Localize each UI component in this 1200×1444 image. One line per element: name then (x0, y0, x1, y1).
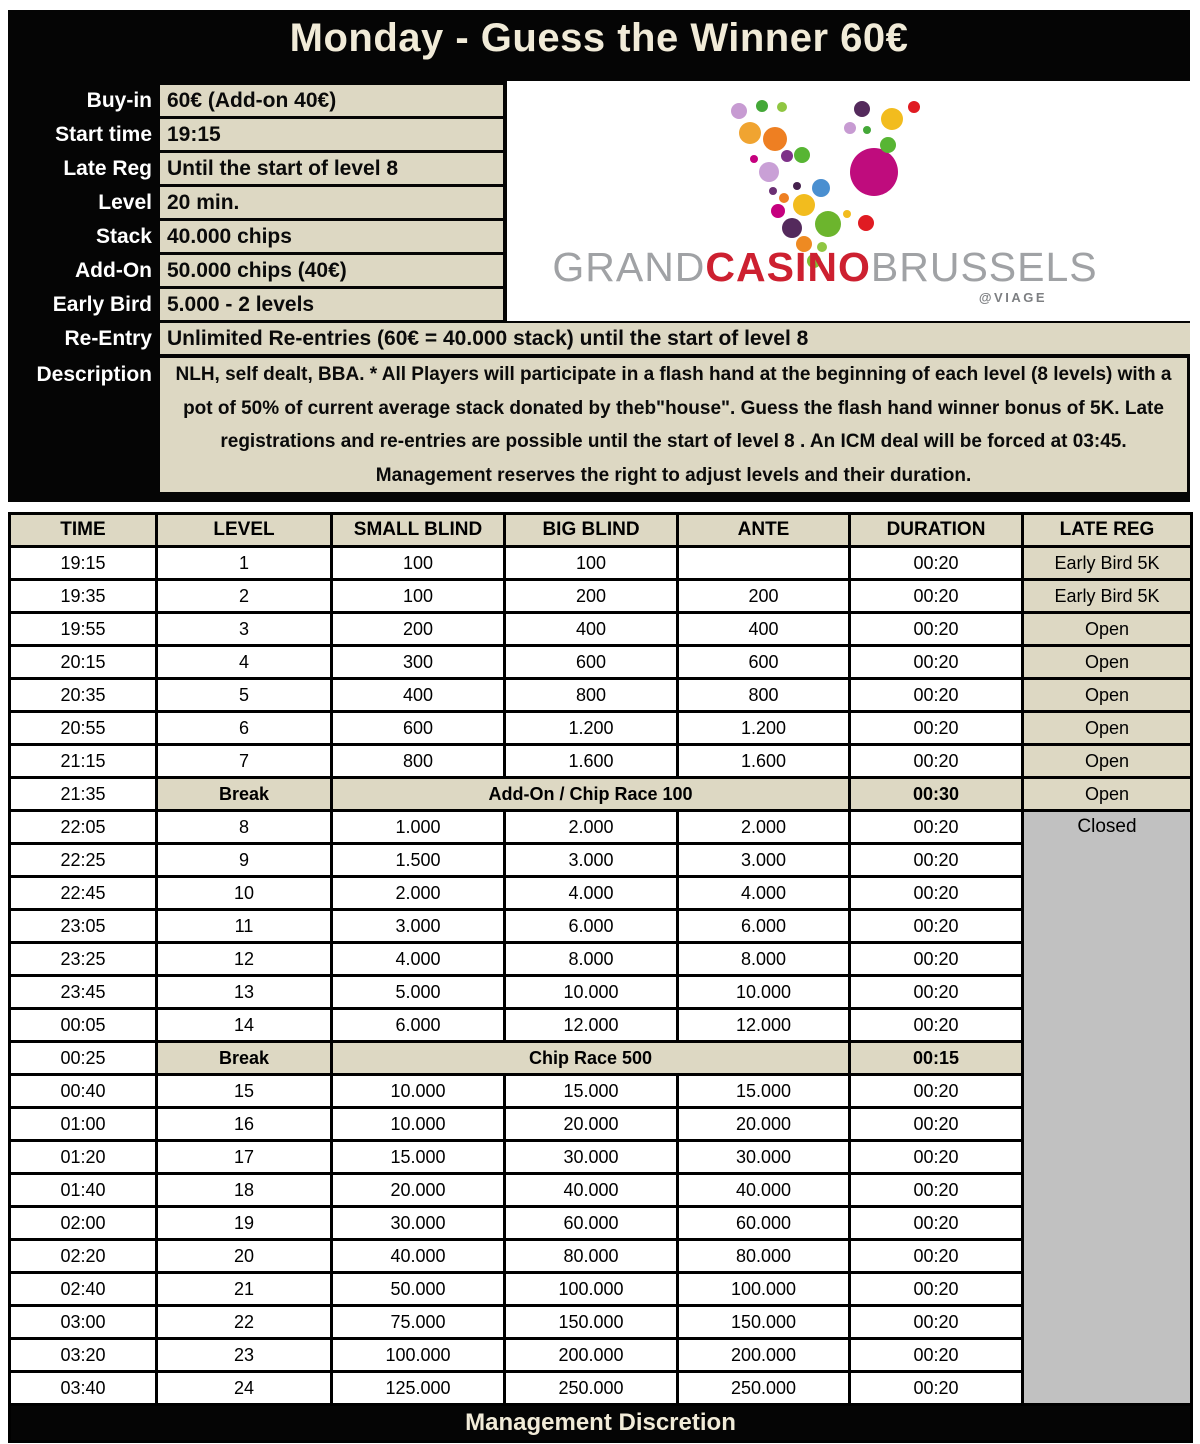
ante-cell: 8.000 (678, 943, 850, 976)
big-blind-cell: 250.000 (505, 1372, 678, 1405)
col-header-level: LEVEL (157, 514, 332, 547)
col-header-late-reg: LATE REG (1023, 514, 1192, 547)
info-row-description (8, 358, 1190, 492)
duration-cell: 00:20 (850, 712, 1023, 745)
ante-cell: 400 (678, 613, 850, 646)
time-cell: 21:15 (10, 745, 157, 778)
addon-label: Add-On (75, 259, 152, 282)
ante-cell: 12.000 (678, 1009, 850, 1042)
description-value: NLH, self dealt, BBA. * All Players will participate in a flash hand at the beginning of each level (8 levels) with a pot of 50% of current average stack donated by theb"house". Guess the flash hand winner bonus of 5K. Late registrations and re-entries are possible until the start of level 8 . An ICM deal will be forced at 03:45. Management reserves the right to adjust levels and their duration. (160, 358, 1187, 492)
big-blind-cell: 30.000 (505, 1141, 678, 1174)
time-cell: 00:25 (10, 1042, 157, 1075)
level-row (10, 613, 1192, 646)
level-row (10, 745, 1192, 778)
level-row (10, 1108, 1192, 1141)
level-cell: 3 (157, 613, 332, 646)
ante-cell: 4.000 (678, 877, 850, 910)
level-cell: 16 (157, 1108, 332, 1141)
time-cell: 19:15 (10, 547, 157, 580)
duration-cell: 00:20 (850, 745, 1023, 778)
level-row (10, 1141, 1192, 1174)
big-blind-cell: 200.000 (505, 1339, 678, 1372)
big-blind-cell: 2.000 (505, 811, 678, 844)
ante-cell: 800 (678, 679, 850, 712)
level-cell: 4 (157, 646, 332, 679)
level-cell: 9 (157, 844, 332, 877)
small-blind-cell: 10.000 (332, 1108, 505, 1141)
time-cell: 19:55 (10, 613, 157, 646)
level-value: 20 min. (160, 187, 503, 218)
duration-cell: 00:20 (850, 1207, 1023, 1240)
level-row (10, 580, 1192, 613)
casino-tagline: @VIAGE (978, 290, 1047, 305)
stack-label: Stack (95, 225, 152, 248)
level-row (10, 1306, 1192, 1339)
small-blind-cell: 100 (332, 580, 505, 613)
ante-cell: 1.200 (678, 712, 850, 745)
level-cell: 24 (157, 1372, 332, 1405)
time-cell: 23:45 (10, 976, 157, 1009)
level-cell: 20 (157, 1240, 332, 1273)
level-cell: 13 (157, 976, 332, 1009)
time-cell: 22:45 (10, 877, 157, 910)
big-blind-cell: 40.000 (505, 1174, 678, 1207)
big-blind-cell: 80.000 (505, 1240, 678, 1273)
time-cell: 20:55 (10, 712, 157, 745)
level-cell: 14 (157, 1009, 332, 1042)
big-blind-cell: 1.600 (505, 745, 678, 778)
big-blind-cell: 600 (505, 646, 678, 679)
late-reg-cell: Open (1023, 778, 1192, 811)
footer-row (10, 1405, 1192, 1442)
ante-cell: 250.000 (678, 1372, 850, 1405)
break-activity-cell: Add-On / Chip Race 100 (332, 778, 850, 811)
level-cell: 1 (157, 547, 332, 580)
level-row (10, 1009, 1192, 1042)
level-cell: 23 (157, 1339, 332, 1372)
ante-cell: 20.000 (678, 1108, 850, 1141)
stack-value: 40.000 chips (160, 221, 503, 252)
level-row (10, 679, 1192, 712)
duration-cell: 00:20 (850, 844, 1023, 877)
big-blind-cell: 100 (505, 547, 678, 580)
level-row (10, 877, 1192, 910)
big-blind-cell: 10.000 (505, 976, 678, 1009)
addon-value: 50.000 chips (40€) (160, 255, 503, 286)
break-row (10, 778, 1192, 811)
ante-cell: 80.000 (678, 1240, 850, 1273)
schedule-body (10, 547, 1192, 1405)
time-cell: 23:05 (10, 910, 157, 943)
time-cell: 22:05 (10, 811, 157, 844)
level-cell: 2 (157, 580, 332, 613)
small-blind-cell: 1.500 (332, 844, 505, 877)
late-reg-cell: Open (1023, 745, 1192, 778)
page-title: Monday - Guess the Winner 60€ (289, 16, 909, 60)
buyin-label: Buy-in (86, 89, 152, 112)
duration-cell: 00:20 (850, 877, 1023, 910)
start-time-label: Start time (55, 123, 152, 146)
time-cell: 02:20 (10, 1240, 157, 1273)
big-blind-cell: 8.000 (505, 943, 678, 976)
col-header-ante: ANTE (678, 514, 850, 547)
ante-cell: 60.000 (678, 1207, 850, 1240)
level-row (10, 1339, 1192, 1372)
ante-cell: 15.000 (678, 1075, 850, 1108)
break-row (10, 1042, 1192, 1075)
level-row (10, 811, 1192, 844)
break-label-cell: Break (157, 1042, 332, 1075)
duration-cell: 00:20 (850, 1075, 1023, 1108)
time-cell: 01:00 (10, 1108, 157, 1141)
time-cell: 00:05 (10, 1009, 157, 1042)
ante-cell: 40.000 (678, 1174, 850, 1207)
ante-cell: 100.000 (678, 1273, 850, 1306)
duration-cell: 00:30 (850, 778, 1023, 811)
late-reg-label: Late Reg (63, 157, 152, 180)
level-cell: 15 (157, 1075, 332, 1108)
ante-cell (678, 547, 850, 580)
level-cell: 22 (157, 1306, 332, 1339)
big-blind-cell: 400 (505, 613, 678, 646)
level-cell: 18 (157, 1174, 332, 1207)
time-cell: 03:00 (10, 1306, 157, 1339)
duration-cell: 00:20 (850, 580, 1023, 613)
small-blind-cell: 75.000 (332, 1306, 505, 1339)
time-cell: 23:25 (10, 943, 157, 976)
ante-cell: 6.000 (678, 910, 850, 943)
small-blind-cell: 800 (332, 745, 505, 778)
small-blind-cell: 20.000 (332, 1174, 505, 1207)
casino-wordmark: GRANDCASINOBRUSSELS (552, 244, 1098, 290)
duration-cell: 00:20 (850, 1141, 1023, 1174)
level-cell: 5 (157, 679, 332, 712)
small-blind-cell: 2.000 (332, 877, 505, 910)
early-bird-label: Early Bird (52, 293, 152, 316)
big-blind-cell: 1.200 (505, 712, 678, 745)
duration-cell: 00:20 (850, 976, 1023, 1009)
small-blind-cell: 50.000 (332, 1273, 505, 1306)
level-cell: 17 (157, 1141, 332, 1174)
ante-cell: 150.000 (678, 1306, 850, 1339)
level-row (10, 1075, 1192, 1108)
level-row (10, 547, 1192, 580)
level-row (10, 712, 1192, 745)
big-blind-cell: 200 (505, 580, 678, 613)
time-cell: 00:40 (10, 1075, 157, 1108)
buyin-value: 60€ (Add-on 40€) (160, 85, 503, 116)
level-cell: 8 (157, 811, 332, 844)
late-reg-cell: Early Bird 5K (1023, 580, 1192, 613)
late-reg-cell: Early Bird 5K (1023, 547, 1192, 580)
duration-cell: 00:20 (850, 613, 1023, 646)
start-time-value: 19:15 (160, 119, 503, 150)
duration-cell: 00:15 (850, 1042, 1023, 1075)
level-row (10, 1240, 1192, 1273)
duration-cell: 00:20 (850, 1273, 1023, 1306)
small-blind-cell: 4.000 (332, 943, 505, 976)
level-row (10, 976, 1192, 1009)
time-cell: 03:20 (10, 1339, 157, 1372)
small-blind-cell: 30.000 (332, 1207, 505, 1240)
late-reg-cell: Open (1023, 646, 1192, 679)
small-blind-cell: 125.000 (332, 1372, 505, 1405)
time-cell: 22:25 (10, 844, 157, 877)
duration-cell: 00:20 (850, 811, 1023, 844)
late-reg-cell: Open (1023, 679, 1192, 712)
small-blind-cell: 40.000 (332, 1240, 505, 1273)
ante-cell: 3.000 (678, 844, 850, 877)
small-blind-cell: 10.000 (332, 1075, 505, 1108)
time-cell: 20:35 (10, 679, 157, 712)
time-cell: 01:40 (10, 1174, 157, 1207)
big-blind-cell: 15.000 (505, 1075, 678, 1108)
level-cell: 19 (157, 1207, 332, 1240)
ante-cell: 200.000 (678, 1339, 850, 1372)
big-blind-cell: 6.000 (505, 910, 678, 943)
level-cell: 7 (157, 745, 332, 778)
small-blind-cell: 600 (332, 712, 505, 745)
ante-cell: 10.000 (678, 976, 850, 1009)
casino-logo (507, 81, 1190, 321)
small-blind-cell: 1.000 (332, 811, 505, 844)
top-panel (8, 10, 1190, 502)
small-blind-cell: 200 (332, 613, 505, 646)
ante-cell: 600 (678, 646, 850, 679)
reentry-label: Re-Entry (64, 327, 152, 350)
time-cell: 03:40 (10, 1372, 157, 1405)
level-label: Level (98, 191, 152, 214)
big-blind-cell: 800 (505, 679, 678, 712)
duration-cell: 00:20 (850, 1009, 1023, 1042)
level-cell: 21 (157, 1273, 332, 1306)
description-label: Description (36, 363, 152, 386)
level-cell: 12 (157, 943, 332, 976)
duration-cell: 00:20 (850, 679, 1023, 712)
level-row (10, 943, 1192, 976)
time-cell: 02:00 (10, 1207, 157, 1240)
duration-cell: 00:20 (850, 1174, 1023, 1207)
level-row (10, 844, 1192, 877)
casino-logo-v-icon (507, 81, 1190, 321)
late-reg-value: Until the start of level 8 (160, 153, 503, 184)
time-cell: 01:20 (10, 1141, 157, 1174)
management-discretion-note: Management Discretion (10, 1405, 1192, 1442)
col-header-time: TIME (10, 514, 157, 547)
small-blind-cell: 3.000 (332, 910, 505, 943)
duration-cell: 00:20 (850, 1339, 1023, 1372)
table-header-row (10, 514, 1192, 547)
level-cell: 11 (157, 910, 332, 943)
duration-cell: 00:20 (850, 646, 1023, 679)
level-row (10, 646, 1192, 679)
small-blind-cell: 100.000 (332, 1339, 505, 1372)
duration-cell: 00:20 (850, 1240, 1023, 1273)
big-blind-cell: 4.000 (505, 877, 678, 910)
level-row (10, 1207, 1192, 1240)
level-cell: 10 (157, 877, 332, 910)
late-reg-cell: Open (1023, 613, 1192, 646)
blind-structure-table (8, 512, 1193, 1443)
duration-cell: 00:20 (850, 547, 1023, 580)
reentry-value: Unlimited Re-entries (60€ = 40.000 stack) until the start of level 8 (160, 323, 1190, 354)
ante-cell: 1.600 (678, 745, 850, 778)
info-row-reentry (8, 323, 1190, 354)
level-row (10, 1372, 1192, 1405)
duration-cell: 00:20 (850, 1108, 1023, 1141)
break-activity-cell: Chip Race 500 (332, 1042, 850, 1075)
level-row (10, 1174, 1192, 1207)
duration-cell: 00:20 (850, 910, 1023, 943)
level-cell: 6 (157, 712, 332, 745)
time-cell: 21:35 (10, 778, 157, 811)
col-header-small-blind: SMALL BLIND (332, 514, 505, 547)
time-cell: 20:15 (10, 646, 157, 679)
duration-cell: 00:20 (850, 943, 1023, 976)
duration-cell: 00:20 (850, 1306, 1023, 1339)
ante-cell: 30.000 (678, 1141, 850, 1174)
level-row (10, 1273, 1192, 1306)
big-blind-cell: 100.000 (505, 1273, 678, 1306)
level-row (10, 910, 1192, 943)
big-blind-cell: 3.000 (505, 844, 678, 877)
small-blind-cell: 15.000 (332, 1141, 505, 1174)
time-cell: 19:35 (10, 580, 157, 613)
small-blind-cell: 100 (332, 547, 505, 580)
small-blind-cell: 400 (332, 679, 505, 712)
big-blind-cell: 60.000 (505, 1207, 678, 1240)
late-reg-cell: Closed (1023, 811, 1192, 1405)
small-blind-cell: 6.000 (332, 1009, 505, 1042)
big-blind-cell: 150.000 (505, 1306, 678, 1339)
duration-cell: 00:20 (850, 1372, 1023, 1405)
late-reg-cell: Open (1023, 712, 1192, 745)
ante-cell: 2.000 (678, 811, 850, 844)
big-blind-cell: 20.000 (505, 1108, 678, 1141)
ante-cell: 200 (678, 580, 850, 613)
time-cell: 02:40 (10, 1273, 157, 1306)
col-header-big-blind: BIG BLIND (505, 514, 678, 547)
break-label-cell: Break (157, 778, 332, 811)
big-blind-cell: 12.000 (505, 1009, 678, 1042)
small-blind-cell: 300 (332, 646, 505, 679)
col-header-duration: DURATION (850, 514, 1023, 547)
small-blind-cell: 5.000 (332, 976, 505, 1009)
early-bird-value: 5.000 - 2 levels (160, 289, 503, 320)
